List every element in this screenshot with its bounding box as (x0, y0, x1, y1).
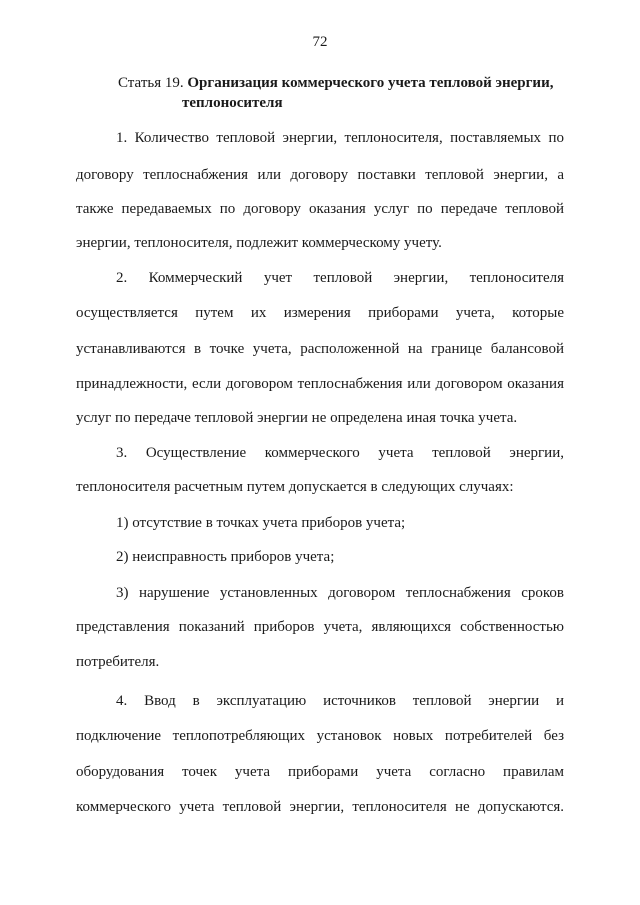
list-item-1: 1) отсутствие в точках учета приборов учета; (116, 515, 406, 531)
article-heading (118, 73, 553, 113)
list-item-2: 2) неисправность приборов учета; (116, 549, 335, 565)
page-number: 72 (312, 34, 328, 50)
paragraph-3-line-2: теплоносителя расчетным путем допускается в следующих случаях: (76, 479, 514, 495)
list-item-3-line-2: представления показаний приборов учета, являющихся собственностью (76, 619, 564, 635)
list-item-3-line-1: 3) нарушение установленных договором теплоснабжения сроков (116, 585, 564, 601)
paragraph-3-line-1: 3. Осуществление коммерческого учета тепловой энергии, (116, 445, 564, 461)
paragraph-1-line-3: также передаваемых по договору оказания услуг по передаче тепловой (76, 201, 564, 217)
list-item-3-line-3: потребителя. (76, 654, 160, 670)
paragraph-1-line-1: 1. Количество тепловой энергии, теплоносителя, поставляемых по (116, 130, 564, 146)
paragraph-2-line-2: осуществляется путем их измерения приборами учета, которые (76, 305, 564, 321)
paragraph-4-line-2: подключение теплопотребляющих установок новых потребителей без (76, 728, 564, 744)
article-title-continuation: теплоносителя (182, 95, 283, 111)
paragraph-1-line-4: энергии, теплоносителя, подлежит коммерческому учету. (76, 235, 442, 251)
paragraph-2-line-1: 2. Коммерческий учет тепловой энергии, теплоносителя (116, 270, 564, 286)
paragraph-2-line-3: устанавливаются в точке учета, расположенной на границе балансовой (76, 341, 564, 357)
article-number: Статья 19. (118, 75, 188, 91)
paragraph-2-line-4: принадлежности, если договором теплоснабжения или договором оказания (76, 376, 564, 392)
paragraph-4-line-4: коммерческого учета тепловой энергии, теплоносителя не допускаются. (76, 799, 564, 815)
paragraph-1-line-2: договору теплоснабжения или договору поставки тепловой энергии, а (76, 167, 564, 183)
paragraph-2-line-5: услуг по передаче тепловой энергии не определена иная точка учета. (76, 410, 518, 426)
paragraph-4-line-1: 4. Ввод в эксплуатацию источников тепловой энергии и (116, 693, 564, 709)
paragraph-4-line-3: оборудования точек учета приборами учета согласно правилам (76, 764, 564, 780)
article-title: Организация коммерческого учета тепловой энергии, (187, 75, 554, 91)
